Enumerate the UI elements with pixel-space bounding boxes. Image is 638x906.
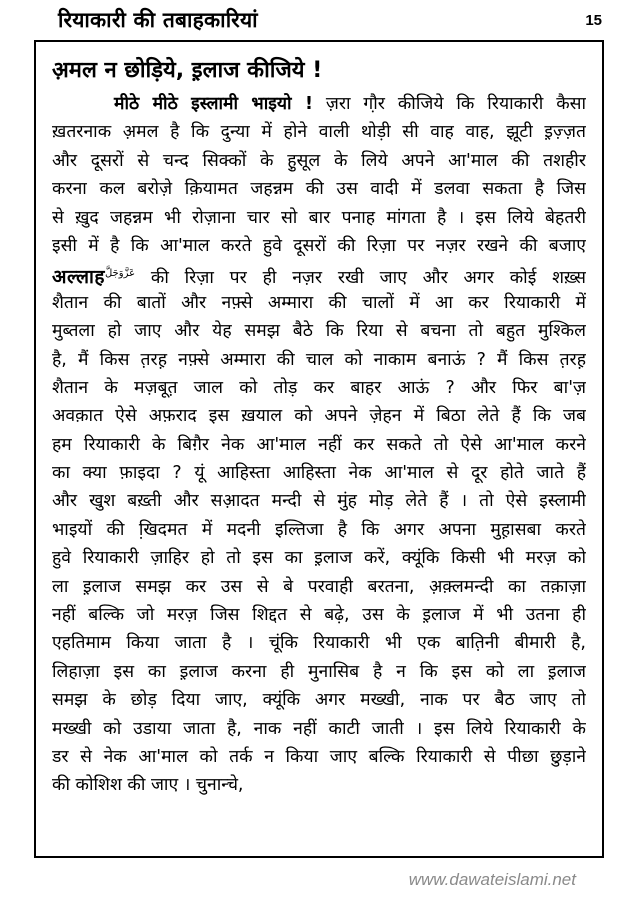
section-heading: अ़मल न छोड़िये, इ़लाज कीजिये ! (52, 58, 323, 83)
text-line-last: की कोशिश की जाए । चुनान्चे, (52, 775, 244, 796)
lead-phrase: मीठे मीठे इस्लामी भाइयो ! (114, 94, 313, 114)
page-number: 15 (585, 12, 602, 29)
text-line: और खुश बख़्ती और सआ़दत मन्दी से मुंह मोड़ लेते हैं । तो ऐसे इस्लामी (52, 491, 586, 512)
text-line: हम रियाकारी के बिग़ैर नेक आ'माल नहीं कर सकते तो ऐसे आ'माल करने (52, 434, 586, 455)
text-line: समझ के छोड़ दिया जाए, क्यूंकि अगर मख्खी, नाक पर बैठ जाए तो (52, 690, 586, 711)
text-line: हुवे रियाकारी ज़ाहिर हो तो इस का इ़लाज करें, क्यूंकि किसी भी मरज़ को (52, 548, 586, 569)
line-7-rest: की रिज़ा पर ही नज़र रखी जाए और अगर कोई शख़्स (150, 268, 586, 289)
text-line: ख़तरनाक अ़मल है कि दुन्या में होने वाली थोड़ी सी वाह वाह, झूटी इ़ज़्ज़त (52, 122, 586, 143)
text-line: नहीं बल्कि जो मरज़ जिस शिद्दत से बढ़े, उस के इ़लाज में भी उतना ही (52, 605, 586, 626)
text-line: ला इ़लाज समझ कर उस से बे परवाही बरतना, अ़क़्लमन्दी का तक़ाज़ा (52, 576, 586, 597)
text-line: भाइयों की खि़दमत में मदनी इल्तिजा है कि अगर अपना मुह़ासबा करते (52, 519, 586, 540)
text-line: डर से नेक आ'माल को तर्क न किया जाए बल्कि रियाकारी से पीछा छुड़ाने (52, 746, 586, 767)
body-text (52, 90, 586, 800)
line-1-rest: ज़रा गौ़र कीजिये कि रियाकारी कैसा (325, 94, 586, 114)
text-line: मुब्तला हो जाए और येह समझ बैठे कि रिया से बचना तो बहुत मुश्किल (52, 321, 586, 342)
text-line: इसी में है कि आ'माल करते हुवे दूसरों की रिज़ा पर नज़र रखने की बजाए (52, 235, 586, 256)
text-line: अवक़ात ऐसे अफ़राद इस ख़याल को अपने ज़ेहन में बिठा लेते हैं कि जब (52, 406, 586, 427)
text-line-allah (52, 260, 586, 288)
text-line: है, मैं किस त़रह़ नफ़्से अम्मारा की चाल को नाकाम बनाऊं ? मैं किस त़रह़ (52, 349, 586, 370)
text-line: से खु़द जहन्नम भी रोज़ाना चार सो बार पनाह मांगता है । इस लिये बेहतरी (52, 207, 586, 228)
running-header-title: रियाकारी की तबाहकारियां (58, 8, 258, 32)
text-line: शैतान की बातों और नफ़्से अम्मारा की चालों में आ कर रियाकारी में (52, 292, 586, 313)
text-line: मख्खी को उडाया जाता है, नाक नहीं काटी जाती । इस लिये रियाकारी के (52, 718, 586, 739)
text-line: शैतान के मज़बूत़ जाल को तोड़ कर बाहर आऊं ? और फिर बा'ज़ (52, 377, 586, 398)
allah-honorific: عَزَّوَجَلَّ (104, 268, 136, 280)
footer-website-url: www.dawateislami.net (408, 870, 576, 889)
text-line: लिहाज़ा इस का इ़लाज करना ही मुनासिब है न कि इस को ला इ़लाज (52, 661, 586, 682)
text-line: एहतिमाम किया जाता है । चूंकि रियाकारी भी एक बात़िनी बीमारी है, (52, 633, 586, 654)
text-line: का क्या फ़ाइदा ? यूं आहिस्ता आहिस्ता नेक आ'माल से दूर होते जाते हैं (52, 463, 586, 484)
text-line: और दूसरों से चन्द सिक्कों के हु़सूल के लिये अपने आ'माल की तशहीर (52, 150, 586, 171)
text-line: करना कल बरोज़े क़ियामत जहन्नम की उस वादी में डलवा सकता है जिस (52, 179, 586, 200)
text-line-1 (52, 90, 586, 118)
allah-calligraphy: अल्लाह (52, 266, 105, 289)
